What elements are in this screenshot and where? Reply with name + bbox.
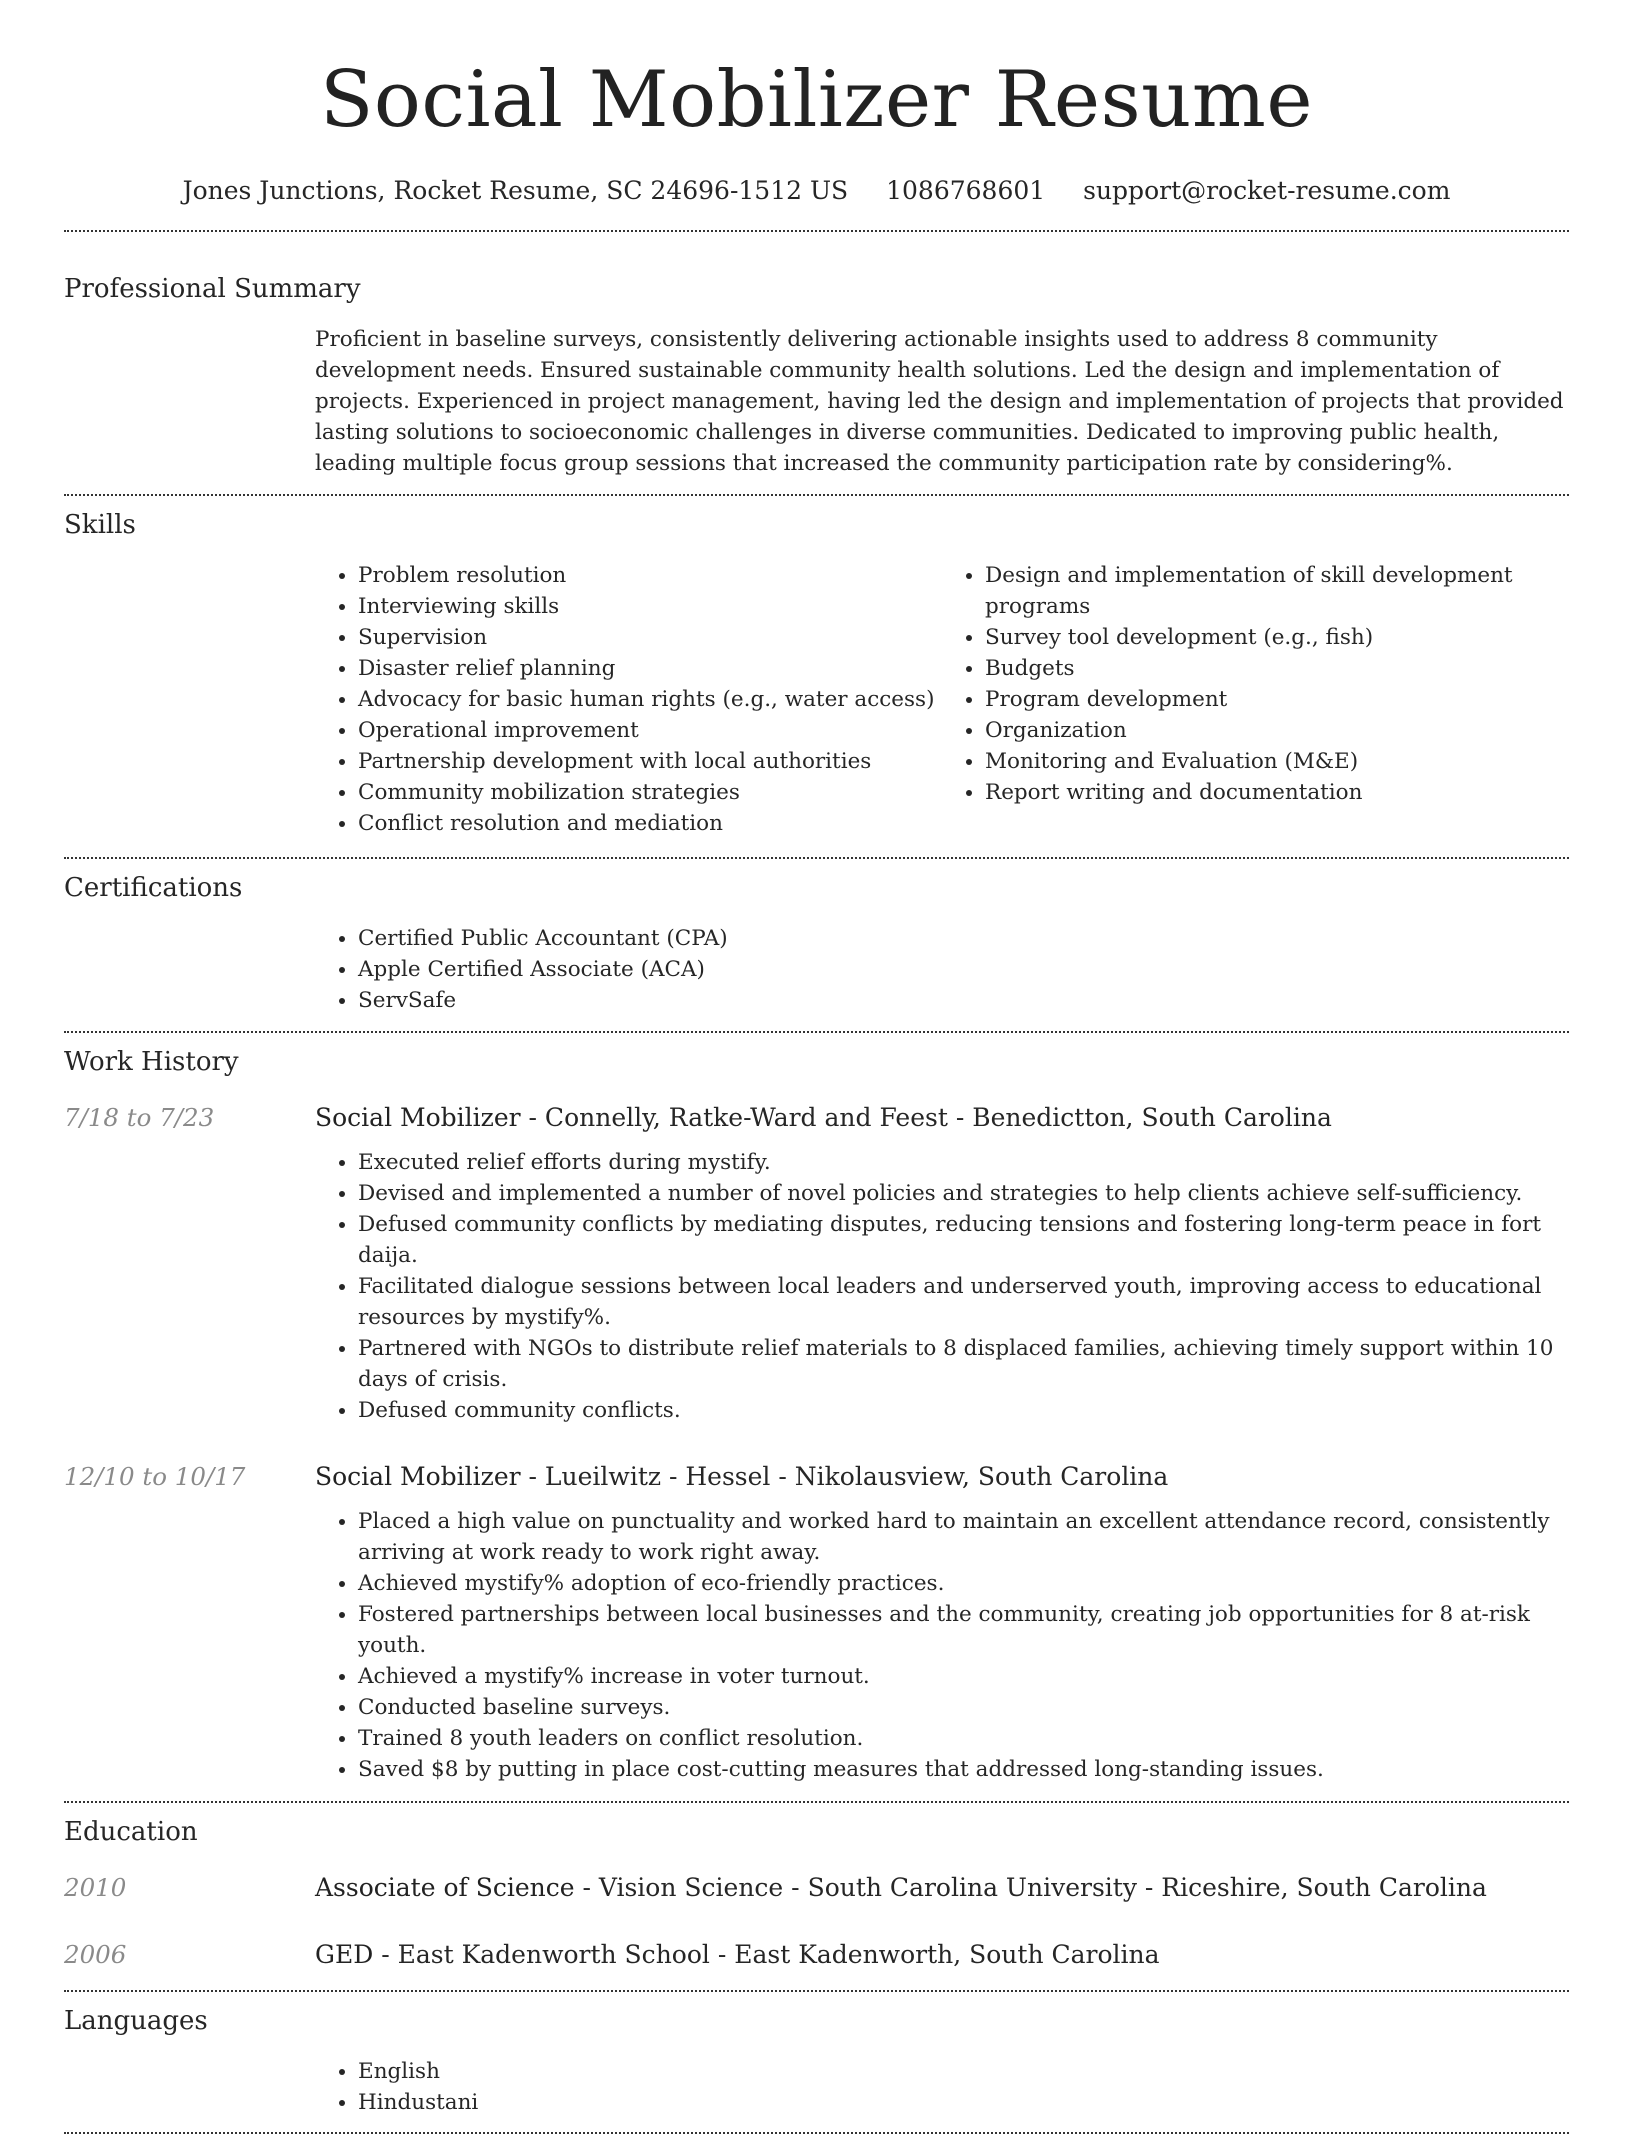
job-entry: [64, 1460, 1569, 1494]
skill-item: • Supervision: [358, 622, 942, 653]
skill-item: • Operational improvement: [358, 715, 942, 746]
job-bullets: [315, 1147, 1569, 1426]
job-bullet: • Facilitated dialogue sessions between local leaders and underserved youth, improving access to educational resources by mystify%.: [358, 1271, 1569, 1333]
education-school: - East Kadenworth School - East Kadenworth, South Carolina: [373, 1940, 1160, 1969]
skill-item: • Advocacy for basic human rights (e.g., water access): [358, 684, 942, 715]
education-school: - Vision Science - South Carolina University - Riceshire, South Carolina: [574, 1873, 1487, 1902]
job-bullet: • Devised and implemented a number of novel policies and strategies to help clients achieve self-sufficiency.: [358, 1178, 1569, 1209]
contact-phone: 1086768601: [886, 176, 1046, 205]
language-item: • Hindustani: [358, 2087, 1569, 2118]
languages-list: [315, 2056, 1569, 2118]
skill-item: • Community mobilization strategies: [358, 777, 942, 808]
skills-column-left: [315, 560, 942, 839]
job-bullet: • Conducted baseline surveys.: [358, 1692, 1569, 1723]
job-title: [315, 1460, 1168, 1494]
education-date: 2010: [64, 1873, 127, 1902]
divider: [64, 1990, 1569, 1992]
job-date: 7/18 to 7/23: [64, 1103, 215, 1132]
education-degree: Associate of Science: [315, 1873, 575, 1902]
certifications-list: [315, 923, 1569, 1016]
skill-item: • Report writing and documentation: [985, 777, 1569, 808]
job-bullet: • Achieved mystify% adoption of eco-friendly practices.: [358, 1568, 1569, 1599]
job-bullet: • Defused community conflicts.: [358, 1395, 1569, 1426]
education-entry: [64, 1938, 1569, 1972]
skill-item: • Budgets: [985, 653, 1569, 684]
certification-item: • ServSafe: [358, 985, 1569, 1016]
skills-list: [315, 560, 1569, 839]
summary-text: Proficient in baseline surveys, consistently delivering actionable insights used to address 8 community development needs. Ensured sustainable community health solutions. Led the design and implementation of projects. Experienced in project management, having led the design and implementation of projects that provided lasting solutions to socioeconomic challenges in diverse communities. Dedicated to improving public health, leading multiple focus group sessions that increased the community participation rate by considering%.: [315, 327, 1564, 476]
job-employer: - Connelly, Ratke-Ward and Feest - Benedictton, South Carolina: [520, 1103, 1332, 1132]
education-entry: [64, 1871, 1569, 1905]
job-bullet: • Executed relief efforts during mystify.: [358, 1147, 1569, 1178]
summary-heading: Professional Summary: [64, 274, 361, 304]
resume-title: Social Mobilizer Resume: [320, 55, 1313, 145]
divider: [64, 494, 1569, 496]
skills-heading: Skills: [64, 510, 136, 540]
education-degree: GED: [315, 1940, 374, 1969]
job-bullet: • Achieved a mystify% increase in voter turnout.: [358, 1661, 1569, 1692]
skills-column-right: [942, 560, 1569, 839]
job-bullet: • Saved $8 by putting in place cost-cutting measures that addressed long-standing issues.: [358, 1754, 1569, 1785]
divider: [64, 1801, 1569, 1803]
job-bullet: • Placed a high value on punctuality and worked hard to maintain an excellent attendance record, consistently arriving at work ready to work right away.: [358, 1506, 1569, 1568]
job-date: 12/10 to 10/17: [64, 1462, 246, 1491]
job-bullets: [315, 1506, 1569, 1785]
skill-item: • Program development: [985, 684, 1569, 715]
education-title: [315, 1871, 1487, 1905]
skill-item: • Problem resolution: [358, 560, 942, 591]
job-title: [315, 1101, 1332, 1135]
education-title: [315, 1938, 1160, 1972]
language-item: • English: [358, 2056, 1569, 2087]
certifications-heading: Certifications: [64, 873, 243, 903]
contact-email: support@rocket-resume.com: [1083, 176, 1451, 205]
job-entry: [64, 1101, 1569, 1135]
job-bullet: • Defused community conflicts by mediating disputes, reducing tensions and fostering long-term peace in fort daija.: [358, 1209, 1569, 1271]
skill-item: • Organization: [985, 715, 1569, 746]
skill-item: • Design and implementation of skill development programs: [985, 560, 1569, 622]
skill-item: • Survey tool development (e.g., fish): [985, 622, 1569, 653]
job-bullet: • Partnered with NGOs to distribute relief materials to 8 displaced families, achieving timely support within 10 days of crisis.: [358, 1333, 1569, 1395]
work-heading: Work History: [64, 1047, 239, 1077]
job-employer: - Lueilwitz - Hessel - Nikolausview, South Carolina: [520, 1462, 1169, 1491]
education-heading: Education: [64, 1817, 198, 1847]
skill-item: • Monitoring and Evaluation (M&E): [985, 746, 1569, 777]
resume-page: [64, 0, 1569, 2134]
job-bullet: • Fostered partnerships between local businesses and the community, creating job opportunities for 8 at-risk youth.: [358, 1599, 1569, 1661]
job-role: Social Mobilizer: [315, 1462, 521, 1491]
skill-item: • Interviewing skills: [358, 591, 942, 622]
education-date: 2006: [64, 1940, 127, 1969]
job-role: Social Mobilizer: [315, 1103, 521, 1132]
languages-heading: Languages: [64, 2006, 208, 2036]
skill-item: • Conflict resolution and mediation: [358, 808, 942, 839]
job-bullet: • Trained 8 youth leaders on conflict resolution.: [358, 1723, 1569, 1754]
divider: [64, 857, 1569, 859]
divider: [64, 230, 1569, 232]
skill-item: • Disaster relief planning: [358, 653, 942, 684]
certification-item: • Certified Public Accountant (CPA): [358, 923, 1569, 954]
divider: [64, 1031, 1569, 1033]
contact-address: Jones Junctions, Rocket Resume, SC 24696-1512 US: [182, 176, 849, 205]
skill-item: • Partnership development with local authorities: [358, 746, 942, 777]
contact-line: [64, 175, 1569, 207]
certification-item: • Apple Certified Associate (ACA): [358, 954, 1569, 985]
